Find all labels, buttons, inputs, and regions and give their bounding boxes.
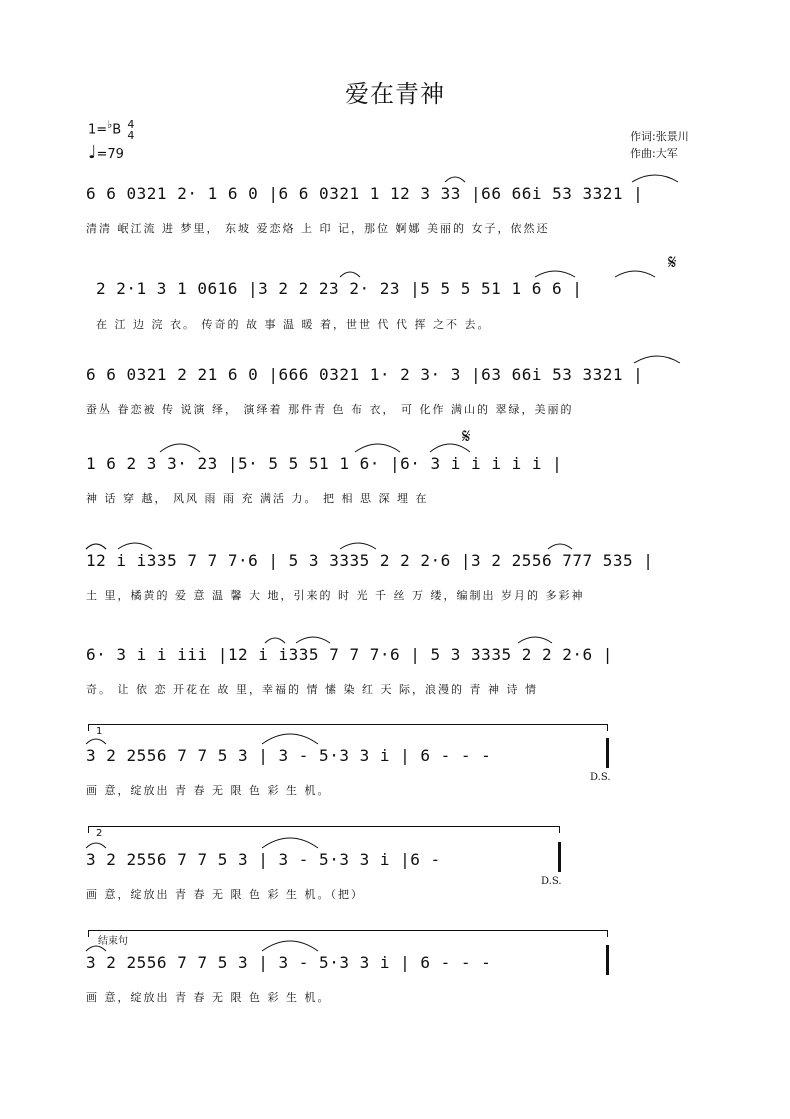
slur: [118, 543, 152, 549]
tempo-value: =79: [96, 147, 124, 162]
slur: [86, 843, 106, 848]
lyricist-credit: 作词:张景川: [630, 130, 689, 143]
notation-line-6: 6· 3 i i iii |12 i i335 7 7 7·6 | 5 3 3335 2 2 2·6 |: [86, 645, 613, 664]
slur: [430, 444, 470, 452]
notation-line-5: 12 i i335 7 7 7·6 | 5 3 3335 2 2 2·6 |3 2 2556 777 535 |: [86, 551, 654, 570]
slur: [632, 175, 678, 182]
notation-line-1: 6 6 0321 2· 1 6 0 |6 6 0321 1 12 3 33 |66 66i 53 3321 |: [86, 184, 644, 203]
slur: [262, 941, 318, 951]
slur: [535, 271, 575, 277]
song-title: 爱在青神: [345, 80, 445, 108]
ds-mark-2: D.S.: [541, 876, 562, 887]
slur: [296, 637, 330, 643]
lyrics-line-9: 画 意，绽放出 青 春 无 限 色 彩 生 机。: [86, 991, 331, 1004]
lyrics-line-1: 清清 岷江流 进 梦里， 东坡 爱恋烙 上 印 记，那位 婀娜 美丽的 女子，依然还: [86, 222, 550, 235]
slur: [262, 734, 318, 744]
segno-sign-1: 𝄋: [668, 250, 677, 274]
notation-line-9: 3 2 2556 7 7 5 3 | 3 - 5·3 3 i | 6 - - -: [86, 953, 492, 972]
lyrics-line-2: 在 江 边 浣 衣。 传奇的 故 事 温 暖 着，世世 代 代 挥 之不 去。: [96, 318, 491, 331]
slur: [634, 356, 680, 363]
slur: [548, 544, 572, 549]
notation-line-7: 3 2 2556 7 7 5 3 | 3 - 5·3 3 i | 6 - - -: [86, 746, 492, 765]
lyrics-line-8: 画 意，绽放出 青 春 无 限 色 彩 生 机。（把）: [86, 888, 364, 901]
notation-line-4: 1 6 2 3 3· 23 |5· 5 5 51 1 6· |6· 3 i i i i i |: [86, 454, 563, 473]
slur: [340, 272, 360, 277]
slur: [265, 638, 285, 643]
slur: [445, 177, 465, 182]
key-letter: B: [112, 122, 122, 138]
lyrics-line-6: 奇。 让 依 恋 开花在 故 里，幸福的 情 愫 染 红 天 际，浪漫的 青 神 诗 情: [86, 683, 538, 696]
lyrics-line-7: 画 意，绽放出 青 春 无 限 色 彩 生 机。: [86, 784, 331, 797]
segno-sign-2: 𝄋: [462, 424, 471, 448]
slur: [518, 637, 552, 643]
ending-label-1: 1: [96, 726, 103, 737]
notation-line-3: 6 6 0321 2 21 6 0 |666 0321 1· 2 3· 3 |63 66i 53 3321 |: [86, 365, 644, 384]
time-top: 4: [127, 117, 135, 131]
slur: [355, 444, 400, 452]
lyrics-line-5: 土 里，橘黄的 爱 意 温 馨 大 地，引来的 时 光 千 丝 万 缕，编制出 岁月的 多彩神: [86, 589, 585, 602]
lyrics-line-4: 神 话 穿 越， 风风 雨 雨 充 满活 力。 把 相 思 深 埋 在: [86, 492, 429, 505]
time-bottom: 4: [127, 128, 135, 142]
notation-line-2: 2 2·1 3 1 0616 |3 2 2 23 2· 23 |5 5 5 51 1 6 6 |: [96, 279, 583, 298]
flat-symbol: ♭: [107, 118, 113, 131]
key-prefix: 1=: [88, 122, 108, 138]
ds-mark-1: D.S.: [590, 772, 611, 783]
quarter-note-icon: ♩: [88, 142, 97, 163]
composer-credit: 作曲:大军: [630, 147, 678, 160]
slur: [86, 739, 106, 744]
slur: [340, 543, 376, 549]
lyrics-line-3: 蚕丛 眷恋被 传 说演 绎， 演绎着 那件青 色 布 衣， 可 化作 满山的 翠绿，美丽的: [86, 403, 574, 416]
ending-label-2: 2: [96, 828, 103, 839]
ending-label-3: 结束句: [98, 936, 128, 947]
slur: [615, 271, 655, 277]
slur: [262, 838, 318, 848]
slur: [160, 444, 200, 452]
slur: [86, 544, 106, 549]
slur: [86, 946, 106, 951]
notation-line-8: 3 2 2556 7 7 5 3 | 3 - 5·3 3 i |6 -: [86, 850, 441, 869]
